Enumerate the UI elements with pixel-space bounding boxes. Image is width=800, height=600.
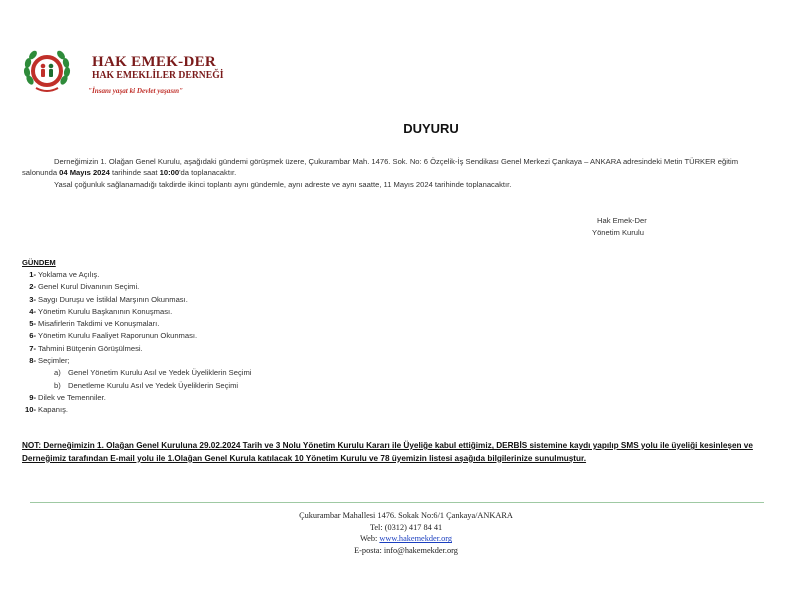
agenda-text: Yönetim Kurulu Faaliyet Raporunun Okunması. — [38, 331, 198, 341]
agenda-number: 10- — [25, 405, 36, 415]
agenda-text: Misafirlerin Takdimi ve Konuşmaları. — [38, 319, 160, 329]
agenda-text: Dilek ve Temenniler. — [38, 392, 106, 402]
agenda-list — [22, 269, 251, 417]
agenda-number: 7- — [29, 343, 36, 353]
agenda-text: Saygı Duruşu ve İstiklal Marşının Okunması. — [38, 294, 188, 304]
list-item — [22, 318, 251, 330]
signature-board: Yönetim Kurulu — [592, 228, 644, 237]
footer-email: E-posta: info@hakemekder.org — [354, 546, 458, 556]
agenda-number: 2- — [29, 282, 36, 292]
agenda-text: Tahmini Bütçenin Görüşülmesi. — [38, 343, 143, 353]
agenda-number: 4- — [29, 306, 36, 316]
list-item — [22, 306, 251, 318]
agenda-title: GÜNDEM — [22, 258, 56, 267]
list-item — [22, 294, 251, 306]
meeting-time: 10:00 — [159, 168, 180, 177]
sub-item-letter: a) — [54, 368, 61, 378]
footer-web-label: Web: — [360, 534, 380, 544]
announcement-paragraph-2: Yasal çoğunluk sağlanamadığı takdirde ikinci toplantı aynı gündemle, aynı adreste ve aynı saatte, 11 Mayıs 2024 tarihinde toplanacaktır. — [54, 180, 512, 189]
para1-text-c: 'da toplanacaktır. — [179, 168, 237, 177]
list-item — [22, 343, 251, 355]
agenda-number: 5- — [29, 319, 36, 329]
org-name: HAK EMEK-DER — [92, 54, 217, 70]
agenda-number: 1- — [29, 270, 36, 279]
agenda-number: 9- — [29, 392, 36, 402]
footer-web — [12, 533, 800, 545]
list-sub-item — [22, 367, 251, 379]
note-paragraph: NOT: Derneğimizin 1. Olağan Genel Kuruluna 29.02.2024 Tarih ve 3 Nolu Yönetim Kurulu Kararı ile Üyeliğe kabul ettiğimiz, DERBİS sistemine kaydı yapılıp SMS yolu ile üyeliği kesinleşen ve Derneğimiz tarafından E-mail yolu ile 1.Olağan Genel Kurula katılacak 10 Yönetim Kurulu ve 78 üyemizin listesi aşağıda bilgilerinize sunulmuştur. — [22, 441, 753, 463]
list-item — [22, 330, 251, 342]
agenda-number: 3- — [29, 294, 36, 304]
footer-phone: Tel: (0312) 417 84 41 — [369, 522, 443, 532]
meeting-date: 04 Mayıs 2024 — [59, 168, 110, 177]
agenda-text: Seçimler; — [38, 356, 70, 366]
signature-block — [592, 215, 647, 239]
list-item — [22, 269, 251, 281]
para1-text-a: Derneğimizin 1. Olağan Genel Kurulu, aşağıdaki gündemi görüşmek üzere, Çukurambar Mah. 1476. Sok. No: 6 Özçelik-İş Sendikası Genel Merkezi Çankaya – ANKARA adresindeki Metin TÜRKER eğitim salonunda — [22, 157, 739, 177]
org-subtitle: HAK EMEKLİLER DERNEĞİ — [92, 70, 224, 81]
footer — [0, 510, 800, 557]
list-item — [22, 392, 251, 404]
list-item — [22, 281, 251, 293]
sub-item-letter: b) — [54, 380, 61, 390]
para1-text-b: tarihinde saat — [109, 168, 160, 177]
sub-item-text: Genel Yönetim Kurulu Asıl ve Yedek Üyeliklerin Seçimi — [68, 368, 252, 378]
website-link[interactable]: www.hakemekder.org — [379, 534, 452, 544]
page-title: DUYURU — [403, 121, 459, 136]
agenda-text: Kapanış. — [38, 405, 68, 415]
agenda-text: Yönetim Kurulu Başkanının Konuşması. — [38, 306, 173, 316]
signature-org: Hak Emek-Der — [597, 216, 647, 225]
footer-address: Çukurambar Mahallesi 1476. Sokak No:6/1 Çankaya/ANKARA — [299, 511, 513, 520]
list-item — [22, 355, 251, 367]
agenda-text: Genel Kurul Divanının Seçimi. — [38, 282, 140, 292]
footer-divider — [30, 502, 764, 503]
announcement-paragraph-1 — [22, 156, 774, 178]
agenda-number: 6- — [29, 331, 36, 341]
sub-item-text: Denetleme Kurulu Asıl ve Yedek Üyeliklerin Seçimi — [68, 380, 239, 390]
wreath-family-logo-icon — [22, 46, 72, 96]
agenda-number: 8- — [29, 356, 36, 366]
list-sub-item — [22, 380, 251, 392]
agenda-text: Yoklama ve Açılış. — [38, 270, 100, 279]
list-item — [22, 404, 251, 416]
org-motto: "İnsanı yaşat ki Devlet yaşasın" — [88, 86, 183, 95]
